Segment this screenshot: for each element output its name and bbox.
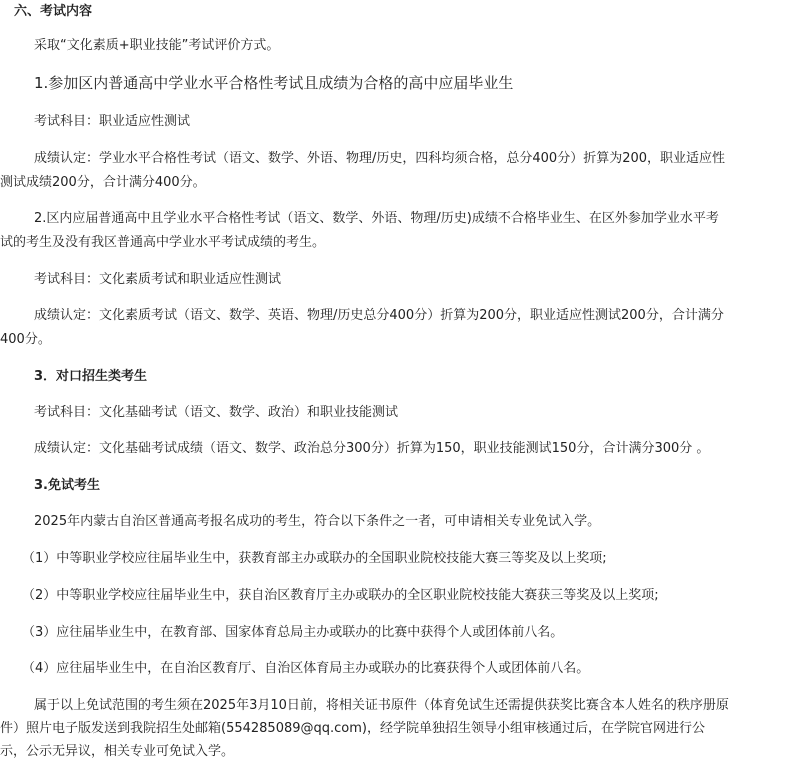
- exempt-item: （3）应往届毕业生中，在教育部、国家体育总局主办或联办的比赛中获得个人或团体前八名。: [22, 625, 564, 640]
- section-title: 六、考试内容: [14, 4, 93, 19]
- category2-heading-line1: 2.区内应届普通高中且学业水平合格性考试（语文、数学、外语、物理/历史)成绩不合格毕业生、在区外参加学业水平考: [34, 211, 719, 226]
- category1-subjects: 考试科目：职业适应性测试: [34, 114, 191, 129]
- category1-heading: 1.参加区内普通高中学业水平合格性考试且成绩为合格的高中应届毕业生: [34, 74, 514, 92]
- exempt-item: （2）中等职业学校应往届毕业生中，获自治区教育厅主办或联办的全区职业院校技能大赛获三等奖及以上奖项;: [22, 588, 659, 603]
- category2-subjects: 考试科目：文化素质考试和职业适应性测试: [34, 272, 282, 287]
- category2-heading-line2: 试的考生及没有我区普通高中学业水平考试成绩的考生。: [0, 235, 326, 250]
- category2-scoring-line1: 成绩认定：文化素质考试（语文、数学、英语、物理/历史总分400分）折算为200分，职业适应性测试200分，合计满分: [34, 308, 724, 323]
- exempt-note-line2: 件）照片电子版发送到我院招生处邮箱(554285089@qq.com)，经学院单独招生领导小组审核通过后，在学院官网进行公: [0, 721, 705, 736]
- category2-scoring-line2: 400分。: [0, 332, 51, 347]
- category3-subjects: 考试科目：文化基础考试（语文、数学、政治）和职业技能测试: [34, 405, 399, 420]
- exempt-intro: 2025年内蒙古自治区普通高考报名成功的考生，符合以下条件之一者，可申请相关专业免试入学。: [34, 514, 601, 529]
- exempt-heading: 3.免试考生: [34, 478, 100, 493]
- category1-scoring-line1: 成绩认定：学业水平合格性考试（语文、数学、外语、物理/历史，四科均须合格，总分400分）折算为200，职业适应性: [34, 151, 726, 166]
- category3-heading: 3．对口招生类考生: [34, 369, 148, 384]
- category3-scoring: 成绩认定：文化基础考试成绩（语文、数学、政治总分300分）折算为150，职业技能测试150分，合计满分300分 。: [34, 441, 710, 456]
- exempt-note-line1: 属于以上免试范围的考生须在2025年3月10日前，将相关证书原件（体育免试生还需提供获奖比赛含本人姓名的秩序册原: [34, 698, 729, 713]
- exempt-note-line3: 示，公示无异议，相关专业可免试入学。: [0, 744, 235, 759]
- category1-scoring-line2: 测试成绩200分，合计满分400分。: [0, 175, 206, 190]
- exempt-item: （4）应往届毕业生中，在自治区教育厅、自治区体育局主办或联办的比赛获得个人或团体前八名。: [22, 661, 590, 676]
- exempt-item: （1）中等职业学校应往届毕业生中，获教育部主办或联办的全国职业院校技能大赛三等奖及以上奖项;: [22, 551, 607, 566]
- intro-paragraph: 采取“文化素质+职业技能”考试评价方式。: [34, 38, 280, 53]
